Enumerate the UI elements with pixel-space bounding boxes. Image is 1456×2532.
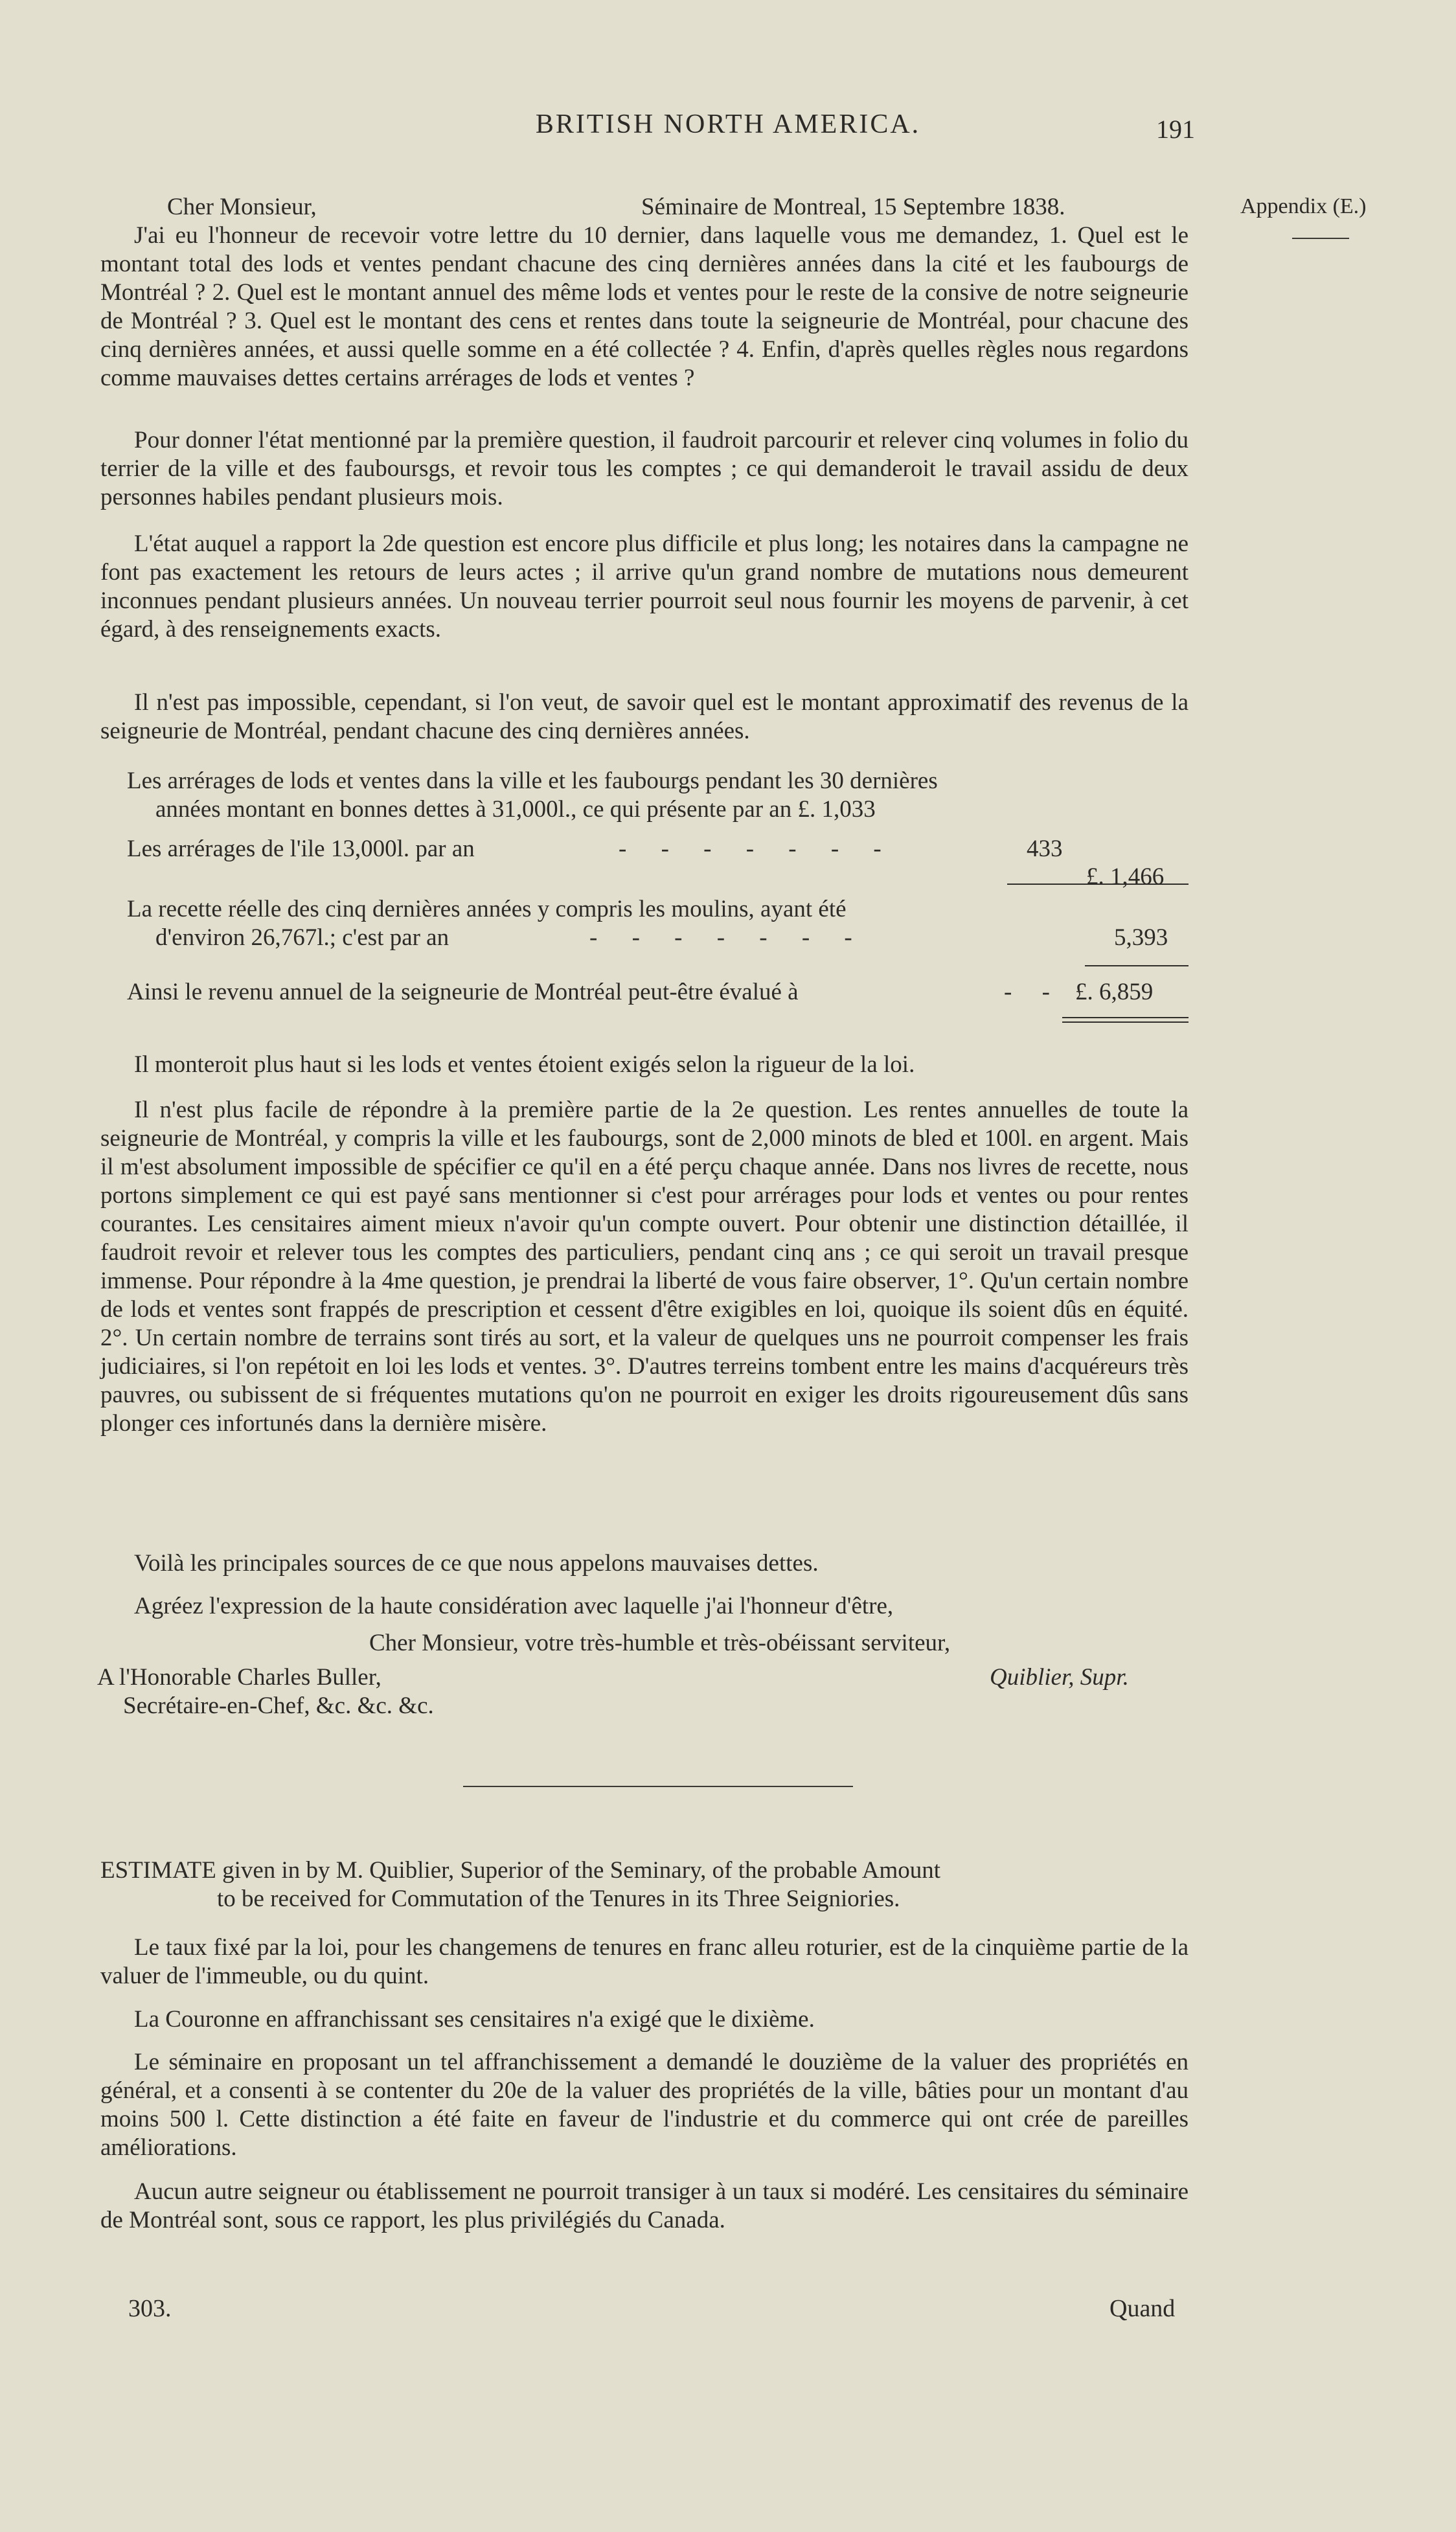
footer-number: 303. — [128, 2295, 172, 2322]
account-line-3-dashes: - - - - - - - — [589, 924, 867, 951]
page-number: 191 — [1156, 115, 1195, 144]
letter-paragraph-8: Agréez l'expression de la haute considération avec laquelle j'ai l'honneur d'être, — [134, 1593, 894, 1619]
section-divider — [463, 1786, 853, 1787]
account-line-3a: La recette réelle des cinq dernières années y compris les moulins, ayant été — [127, 896, 847, 922]
margin-rule — [1292, 238, 1349, 239]
estimate-title-line-2: to be received for Commutation of the Tenures in its Three Seigniories. — [217, 1886, 900, 1912]
letter-paragraph-5: Il monteroit plus haut si les lods et ventes étoient exigés selon la rigueur de la loi. — [134, 1051, 915, 1078]
account-total-label: Ainsi le revenu annuel de la seigneurie de Montréal peut-être évalué à — [127, 979, 799, 1005]
account-subtotal: £. 1,466 — [1086, 863, 1165, 890]
running-header: BRITISH NORTH AMERICA. — [535, 109, 921, 139]
account-line-1a: Les arrérages de lods et ventes dans la ville et les faubourgs pendant les 30 dernières — [127, 768, 938, 794]
account-line-2-label: Les arrérages de l'ile 13,000l. par an — [127, 836, 475, 862]
signature: Quiblier, Supr. — [990, 1664, 1129, 1691]
salutation: Cher Monsieur, — [167, 194, 317, 220]
account-total-dash: - - — [1004, 979, 1050, 1005]
estimate-title — [100, 1856, 1189, 1913]
account-line-3b: d'environ 26,767l.; c'est par an — [155, 924, 449, 951]
estimate-paragraph-1: Le taux fixé par la loi, pour les changemens de tenures en franc alleu roturier, est de la cinquième partie de la valuer de l'immeuble, ou du quint. — [100, 1934, 1189, 1989]
letter-paragraph-7: Voilà les principales sources de ce que nous appelons mauvaises dettes. — [134, 1550, 819, 1577]
estimate-paragraph-3: Le séminaire en proposant un tel affranchissement a demandé le douzième de la valuer des propriétés en général, et a consenti à se contenter du 20e de la valuer des propriétés de la ville, bâties pour un montant d'au moins 500 l. Cette distinction a été faite en faveur de l'industrie et du commerce qui ont crée de pareilles améliorations. — [100, 2049, 1189, 2161]
account-total-value: £. 6,859 — [1075, 979, 1154, 1005]
account-line-3-value: 5,393 — [1114, 924, 1168, 951]
addressee-title: Secrétaire-en-Chef, &c. &c. &c. — [123, 1693, 434, 1719]
estimate-title-line-1: ESTIMATE given in by M. Quiblier, Superior of the Seminary, of the probable Amount — [100, 1857, 941, 1884]
estimate-paragraph-4: Aucun autre seigneur ou établissement ne pourroit transiger à un taux si modéré. Les censitaires du séminaire de Montréal sont, sous ce rapport, les plus privilégiés du Canada. — [100, 2178, 1189, 2233]
account-line-1b: années montant en bonnes dettes à 31,000l., ce qui présente par an £. 1,033 — [155, 796, 876, 823]
letter-closing: Cher Monsieur, votre très-humble et très-obéissant serviteur, — [369, 1630, 951, 1656]
account-line-2-dashes: - - - - - - - — [619, 836, 896, 862]
letter-paragraph-1: J'ai eu l'honneur de recevoir votre lettre du 10 dernier, dans laquelle vous me demandez, 1. Quel est le montant total des lods et ventes pendant chacune des cinq dernières années dans la cité et les faubourgs de Montréal ? 2. Quel est le montant annuel des même lods et ventes pour le reste de la consive de notre seigneurie de Montréal ? 3. Quel est le montant des cens et rentes dans toute la seigneurie de Montréal, pour chacune des cinq dernières années, et aussi quelle somme en a été collectée ? 4. Enfin, d'après quelles règles nous regardons comme mauvaises dettes certains arrérages de lods et ventes ? — [100, 222, 1189, 391]
letter-paragraph-3: L'état auquel a rapport la 2de question est encore plus difficile et plus long; les notaires dans la campagne ne font pas exactement les retours de leurs actes ; il arrive qu'un grand nombre de mutations nous demeurent inconnues pendant plusieurs années. Un nouveau terrier pourroit seul nous fournir les moyens de parvenir, à cet égard, à des renseignements exacts. — [100, 530, 1189, 643]
addressee-name: A l'Honorable Charles Buller, — [97, 1664, 381, 1691]
letter-paragraph-2: Pour donner l'état mentionné par la première question, il faudroit parcourir et relever cinq volumes in folio du terrier de la ville et des fauboursgs, et revoir tous les comptes ; ce qui demanderoit le travail assidu de deux personnes habiles pendant plusieurs mois. — [100, 427, 1189, 510]
total-rule-bottom-1 — [1062, 1017, 1189, 1018]
margin-note: Appendix (E.) — [1240, 194, 1367, 218]
total-rule-top — [1085, 965, 1189, 966]
estimate-paragraph-2: La Couronne en affranchissant ses censitaires n'a exigé que le dixième. — [134, 2006, 815, 2033]
total-rule-bottom-2 — [1062, 1021, 1189, 1023]
dateline: Séminaire de Montreal, 15 Septembre 1838. — [641, 194, 1065, 220]
letter-paragraph-6: Il n'est plus facile de répondre à la première partie de la 2e question. Les rentes annuelles de toute la seigneurie de Montréal, y compris la ville et les faubourgs, sont de 2,000 minots de bled et 100l. en argent. Mais il m'est absolument impossible de spécifier ce qu'il en a été perçu chaque année. Dans nos livres de recette, nous portons simplement ce qui est payé sans mentionner si c'est pour arrérages pour lods et ventes ou pour rentes courantes. Les censitaires aiment mieux n'avoir qu'un compte ouvert. Pour obtenir une distinction détaillée, il faudroit revoir et relever tous les comptes des particuliers, pendant cinq ans ; ce qui seroit un travail presque immense. Pour répondre à la 4me question, je prendrai la liberté de vous faire observer, 1°. Qu'un certain nombre de lods et ventes sont frappés de prescription et cessent d'être exigibles en loi, quoique ils soient dûs en équité. 2°. Un certain nombre de terrains sont tirés au sort, et la valeur de quelques uns ne pourroit compenser les frais judiciaires, si l'on repétoit en loi les lods et ventes. 3°. D'autres terreins tombent entre les mains d'acquéreurs très pauvres, ou subissent de si fréquentes mutations qu'on ne pourroit en exiger les droits rigoureusement dûs sans plonger ces infortunés dans la dernière misère. — [100, 1097, 1189, 1437]
account-line-2-value: 433 — [1027, 836, 1063, 862]
catchword: Quand — [1109, 2295, 1176, 2322]
letter-paragraph-4: Il n'est pas impossible, cependant, si l'on veut, de savoir quel est le montant approximatif des revenus de la seigneurie de Montréal, pendant chacune des cinq dernières années. — [100, 689, 1189, 744]
